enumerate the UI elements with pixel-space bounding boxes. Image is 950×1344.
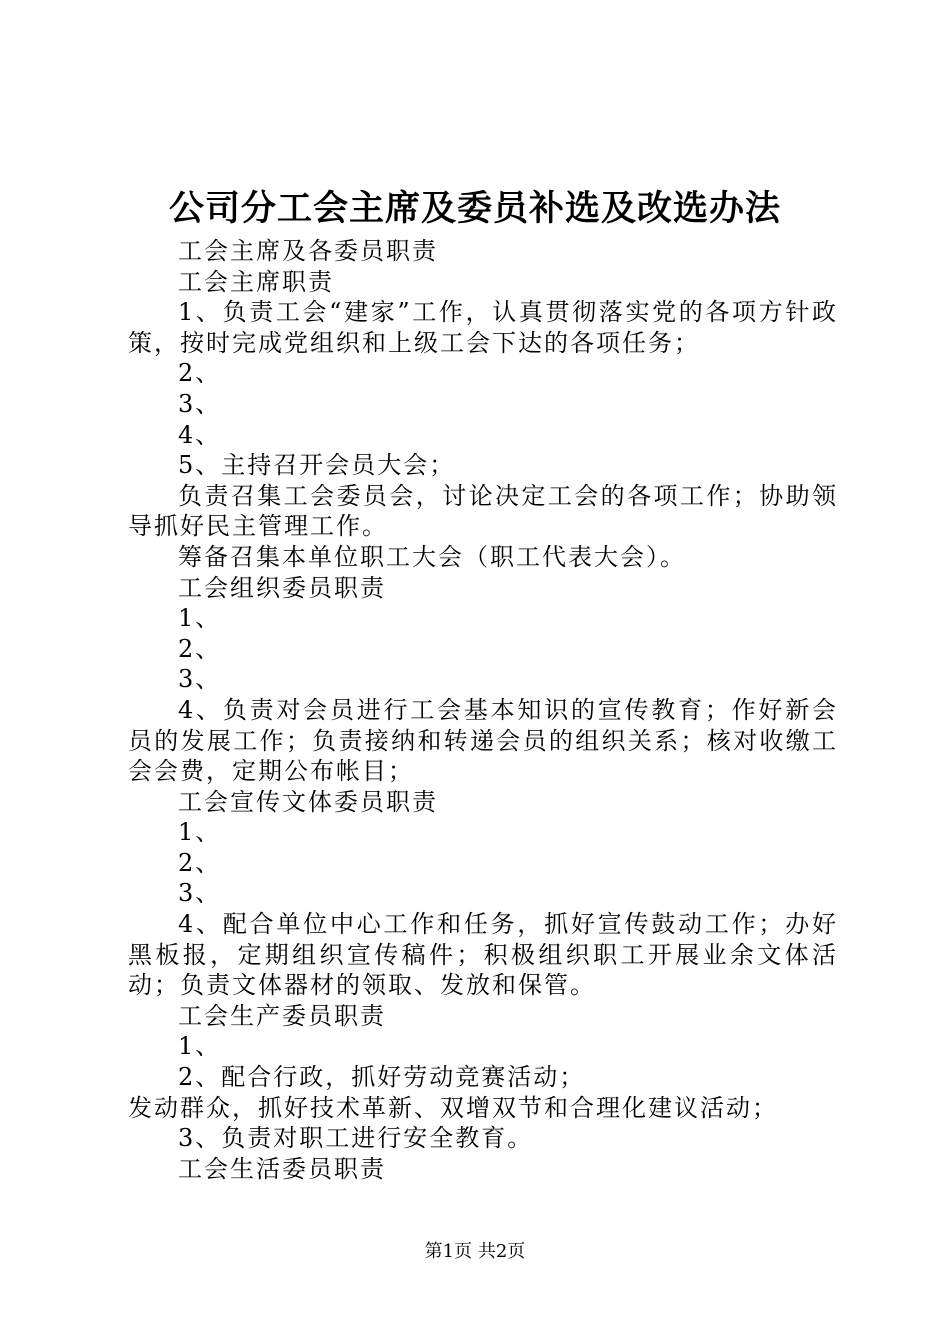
paragraph: 1、 [178,1032,222,1061]
paragraph: 1、负责工会“建家”工作，认真贯彻落实党的各项方针政策，按时完成党组织和上级工会下达的各项任务； [128,298,838,357]
paragraph: 1、 [178,818,222,847]
page-footer: 第1页 共2页 [424,1241,526,1262]
document-title: 公司分工会主席及委员补选及改选办法 [168,188,781,229]
paragraph: 负责召集工会委员会，讨论决定工会的各项工作；协助领导抓好民主管理工作。 [128,481,838,541]
paragraph: 3、 [178,879,222,908]
paragraph: 工会生活委员职责 [178,1154,386,1183]
paragraph: 4、 [178,420,222,449]
paragraph: 工会主席职责 [178,267,334,296]
paragraph: 发动群众，抓好技术革新、双增双节和合理化建议活动； [128,1093,778,1122]
paragraph: 2、配合行政，抓好劳动竞赛活动； [178,1063,586,1092]
paragraph: 工会主席及各委员职责 [178,237,438,265]
paragraph: 4、负责对会员进行工会基本知识的宣传教育；作好新会员的发展工作；负责接纳和转递会员的组织关系；核对收缴工会会费，定期公布帐目； [128,695,838,786]
paragraph: 3、 [178,665,222,694]
paragraph: 2、 [178,634,222,663]
paragraph: 筹备召集本单位职工大会（职工代表大会）。 [178,542,686,571]
paragraph: 工会组织委员职责 [178,573,386,602]
paragraph: 1、 [178,604,222,633]
paragraph: 2、 [178,848,222,877]
paragraph: 2、 [178,359,222,388]
document-body [128,236,838,1184]
paragraph: 5、主持召开会员大会； [178,451,456,480]
paragraph: 工会生产委员职责 [178,1001,386,1030]
paragraph: 3、 [178,389,222,418]
paragraph: 3、负责对职工进行安全教育。 [178,1124,534,1153]
paragraph: 4、配合单位中心工作和任务，抓好宣传鼓动工作；办好黑板报，定期组织宣传稿件；积极组织职工开展业余文体活动；负责文体器材的领取、发放和保管。 [128,910,838,1000]
paragraph: 工会宣传文体委员职责 [178,787,438,816]
